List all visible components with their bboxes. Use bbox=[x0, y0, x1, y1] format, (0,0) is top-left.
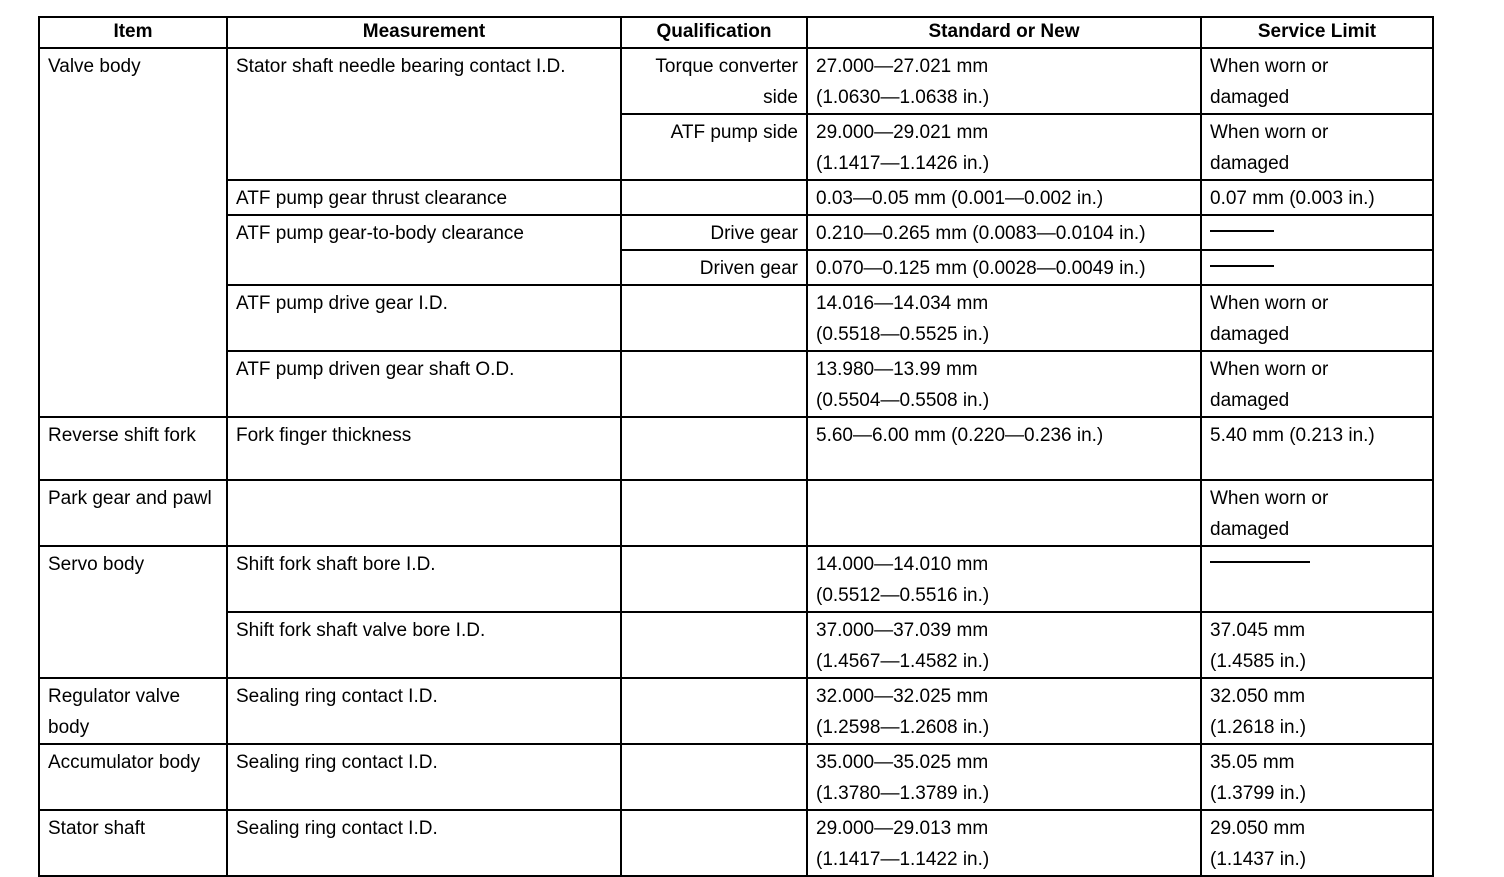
standard-cell bbox=[807, 810, 1201, 876]
not-applicable-dash bbox=[1210, 561, 1310, 563]
standard-imperial: (1.4567—1.4582 in.) bbox=[816, 651, 990, 672]
qualification-cell bbox=[621, 546, 807, 612]
header-qualification: Qualification bbox=[621, 17, 807, 48]
limit-cell bbox=[1201, 810, 1433, 876]
header-item: Item bbox=[39, 17, 227, 48]
standard-cell: 0.03—0.05 mm (0.001—0.002 in.) bbox=[807, 180, 1201, 215]
measurement-cell: Sealing ring contact I.D. bbox=[227, 810, 621, 876]
measurement-cell: Sealing ring contact I.D. bbox=[227, 678, 621, 744]
item-cell: Accumulator body bbox=[39, 744, 227, 810]
header-row bbox=[39, 17, 1433, 48]
measurement-cell: ATF pump drive gear I.D. bbox=[227, 285, 621, 351]
limit-cell bbox=[1201, 114, 1433, 180]
limit-cell bbox=[1201, 250, 1433, 285]
qualification-cell bbox=[621, 678, 807, 744]
limit-cell bbox=[1201, 546, 1433, 612]
standard-imperial: (1.0630—1.0638 in.) bbox=[816, 87, 990, 108]
limit-line-1: When worn or bbox=[1210, 293, 1329, 314]
qualification-cell: Drive gear bbox=[621, 215, 807, 250]
qualification-cell: ATF pump side bbox=[621, 114, 807, 180]
limit-line-2: damaged bbox=[1210, 390, 1290, 411]
qualification-cell: Driven gear bbox=[621, 250, 807, 285]
standard-metric: 14.000—14.010 mm bbox=[816, 554, 989, 575]
measurement-cell: Stator shaft needle bearing contact I.D. bbox=[227, 48, 621, 180]
limit-line-2: (1.2618 in.) bbox=[1210, 717, 1307, 738]
standard-metric: 29.000—29.021 mm bbox=[816, 122, 989, 143]
standard-cell: 0.070—0.125 mm (0.0028—0.0049 in.) bbox=[807, 250, 1201, 285]
standard-cell bbox=[807, 285, 1201, 351]
limit-line-1: 37.045 mm bbox=[1210, 620, 1306, 641]
limit-cell bbox=[1201, 612, 1433, 678]
qualification-cell bbox=[621, 285, 807, 351]
limit-line-1: When worn or bbox=[1210, 359, 1329, 380]
standard-cell bbox=[807, 480, 1201, 546]
table-row bbox=[39, 180, 1433, 215]
qualification-cell bbox=[621, 417, 807, 480]
limit-cell bbox=[1201, 480, 1433, 546]
table-row bbox=[39, 480, 1433, 546]
table-row bbox=[39, 351, 1433, 417]
limit-cell bbox=[1201, 678, 1433, 744]
limit-cell: 5.40 mm (0.213 in.) bbox=[1201, 417, 1433, 480]
standard-cell bbox=[807, 48, 1201, 114]
item-cell: Park gear and pawl bbox=[39, 480, 227, 546]
standard-cell bbox=[807, 612, 1201, 678]
standard-metric: 13.980—13.99 mm bbox=[816, 359, 978, 380]
measurement-cell bbox=[227, 480, 621, 546]
not-applicable-dash bbox=[1210, 230, 1274, 232]
standard-metric: 35.000—35.025 mm bbox=[816, 752, 989, 773]
standard-imperial: (0.5518—0.5525 in.) bbox=[816, 324, 990, 345]
standard-cell: 0.210—0.265 mm (0.0083—0.0104 in.) bbox=[807, 215, 1201, 250]
table-row bbox=[39, 215, 1433, 250]
standard-cell bbox=[807, 114, 1201, 180]
standard-metric: 29.000—29.013 mm bbox=[816, 818, 989, 839]
header-service-limit: Service Limit bbox=[1201, 17, 1433, 48]
standard-imperial: (1.1417—1.1426 in.) bbox=[816, 153, 990, 174]
limit-line-2: damaged bbox=[1210, 153, 1290, 174]
item-cell: Reverse shift fork bbox=[39, 417, 227, 480]
standard-imperial: (0.5504—0.5508 in.) bbox=[816, 390, 990, 411]
limit-line-2: damaged bbox=[1210, 519, 1290, 540]
table-row bbox=[39, 810, 1433, 876]
limit-line-2: damaged bbox=[1210, 87, 1290, 108]
standard-imperial: (1.3780—1.3789 in.) bbox=[816, 783, 990, 804]
table-row bbox=[39, 612, 1433, 678]
qualification-cell: Torque converter side bbox=[621, 48, 807, 114]
measurement-cell: ATF pump gear-to-body clearance bbox=[227, 215, 621, 285]
limit-line-1: 32.050 mm bbox=[1210, 686, 1306, 707]
qualification-cell bbox=[621, 351, 807, 417]
measurement-cell: Shift fork shaft valve bore I.D. bbox=[227, 612, 621, 678]
measurement-cell: Sealing ring contact I.D. bbox=[227, 744, 621, 810]
qualification-cell bbox=[621, 180, 807, 215]
limit-line-1: When worn or bbox=[1210, 56, 1329, 77]
standard-cell bbox=[807, 351, 1201, 417]
table-row bbox=[39, 678, 1433, 744]
limit-line-1: When worn or bbox=[1210, 122, 1329, 143]
limit-line-2: (1.3799 in.) bbox=[1210, 783, 1307, 804]
table-row bbox=[39, 48, 1433, 114]
standard-metric: 27.000—27.021 mm bbox=[816, 56, 989, 77]
standard-cell bbox=[807, 678, 1201, 744]
limit-line-1: 35.05 mm bbox=[1210, 752, 1295, 773]
standard-imperial: (0.5512—0.5516 in.) bbox=[816, 585, 990, 606]
item-cell: Servo body bbox=[39, 546, 227, 678]
table-row bbox=[39, 744, 1433, 810]
limit-line-2: damaged bbox=[1210, 324, 1290, 345]
qualification-cell bbox=[621, 612, 807, 678]
limit-line-2: (1.1437 in.) bbox=[1210, 849, 1307, 870]
measurement-cell: Fork finger thickness bbox=[227, 417, 621, 480]
service-spec-table bbox=[38, 16, 1434, 877]
measurement-cell: ATF pump gear thrust clearance bbox=[227, 180, 621, 215]
table-row bbox=[39, 417, 1433, 480]
limit-line-2: (1.4585 in.) bbox=[1210, 651, 1307, 672]
header-measurement: Measurement bbox=[227, 17, 621, 48]
limit-cell bbox=[1201, 285, 1433, 351]
standard-imperial: (1.2598—1.2608 in.) bbox=[816, 717, 990, 738]
limit-cell bbox=[1201, 744, 1433, 810]
limit-cell bbox=[1201, 351, 1433, 417]
item-cell: Regulator valve body bbox=[39, 678, 227, 744]
limit-cell bbox=[1201, 215, 1433, 250]
table-row bbox=[39, 285, 1433, 351]
measurement-cell: ATF pump driven gear shaft O.D. bbox=[227, 351, 621, 417]
standard-metric: 32.000—32.025 mm bbox=[816, 686, 989, 707]
header-standard: Standard or New bbox=[807, 17, 1201, 48]
limit-cell bbox=[1201, 48, 1433, 114]
standard-cell bbox=[807, 546, 1201, 612]
limit-line-1: When worn or bbox=[1210, 488, 1329, 509]
standard-metric: 14.016—14.034 mm bbox=[816, 293, 989, 314]
qualification-cell bbox=[621, 810, 807, 876]
standard-cell: 5.60—6.00 mm (0.220—0.236 in.) bbox=[807, 417, 1201, 480]
not-applicable-dash bbox=[1210, 265, 1274, 267]
measurement-cell: Shift fork shaft bore I.D. bbox=[227, 546, 621, 612]
limit-cell: 0.07 mm (0.003 in.) bbox=[1201, 180, 1433, 215]
item-cell: Stator shaft bbox=[39, 810, 227, 876]
standard-imperial: (1.1417—1.1422 in.) bbox=[816, 849, 990, 870]
limit-line-1: 29.050 mm bbox=[1210, 818, 1306, 839]
standard-metric: 37.000—37.039 mm bbox=[816, 620, 989, 641]
qualification-cell bbox=[621, 480, 807, 546]
table-row bbox=[39, 546, 1433, 612]
qualification-cell bbox=[621, 744, 807, 810]
standard-cell bbox=[807, 744, 1201, 810]
item-cell: Valve body bbox=[39, 48, 227, 417]
